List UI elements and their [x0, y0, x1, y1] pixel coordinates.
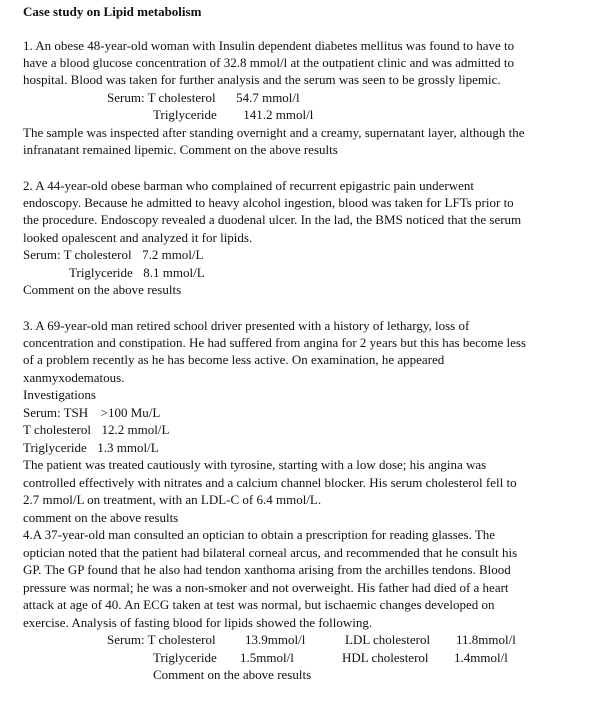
- case3-line: concentration and constipation. He had suffered from angina for 2 years but this has become less: [23, 335, 526, 350]
- case4-triglyceride-value: 1.5mmol/l: [240, 650, 294, 665]
- triglyceride-name: Triglyceride: [69, 265, 133, 280]
- case1-line: The sample was inspected after standing overnight and a creamy, supernatant layer, although the: [23, 125, 525, 140]
- case2-line: looked opalescent and analyzed it for lipids.: [23, 230, 253, 245]
- cholesterol-value: 12.2 mmol/L: [101, 422, 170, 437]
- case3-tsh-row: [23, 404, 160, 421]
- case4-cholesterol-value: 13.9mmol/l: [245, 632, 306, 647]
- case4-lipid-row-1: [107, 631, 216, 648]
- case2-comment: Comment on the above results: [23, 282, 182, 297]
- page-title: Case study on Lipid metabolism: [23, 4, 202, 19]
- case3-line: The patient was treated cautiously with tyrosine, starting with a low dose; his angina was: [23, 457, 487, 472]
- case3-cholesterol-row: [23, 421, 169, 438]
- case4-hdl-value: 1.4mmol/l: [454, 650, 508, 665]
- cholesterol-name: T cholesterol: [147, 632, 216, 647]
- case4-ldl-name: LDL cholesterol: [345, 632, 431, 647]
- case1-line: have a blood glucose concentration of 32.8 mmol/l at the outpatient clinic and was admitted to: [23, 55, 514, 70]
- case1-line: 1. An obese 48-year-old woman with Insulin dependent diabetes mellitus was found to have to: [23, 38, 515, 53]
- case4-triglyceride-name: Triglyceride: [153, 650, 217, 665]
- case3-line: of a problem recently as he has become less active. On examination, he appeared: [23, 352, 445, 367]
- case3-comment: comment on the above results: [23, 510, 179, 525]
- case2-line: endoscopy. Because he admitted to heavy alcohol ingestion, blood was taken for LFTs prior to: [23, 195, 514, 210]
- case4-line: optician noted that the patient had bilateral corneal arcus, and recommended that he consult his: [23, 545, 518, 560]
- triglyceride-name: Triglyceride: [23, 440, 87, 455]
- case4-line: GP. The GP found that he also had tendon xanthoma arising from the archilles tendons. Blood: [23, 562, 511, 577]
- case2-cholesterol-row: [23, 246, 203, 263]
- serum-label: Serum:: [107, 90, 145, 105]
- case4-line: exercise. Analysis of fasting blood for lipids showed the following.: [23, 615, 373, 630]
- cholesterol-value: 7.2 mmol/L: [142, 247, 204, 262]
- case3-investigations: Investigations: [23, 387, 96, 402]
- case3-triglyceride-row: [23, 439, 159, 456]
- tsh-value: >100 Mu/L: [100, 405, 161, 420]
- cholesterol-name: T cholesterol: [63, 247, 132, 262]
- case4-line: pressure was normal; he was a non-smoker and not overweight. His father had died of a heart: [23, 580, 509, 595]
- case3-line: 2.7 mmol/L on treatment, with an LDL-C of 6.4 mmol/L.: [23, 492, 322, 507]
- case4-line: attack at age of 40. An ECG taken at test was normal, but ischaemic changes developed on: [23, 597, 495, 612]
- case3-line: 3. A 69-year-old man retired school driver presented with a history of lethargy, loss of: [23, 318, 470, 333]
- serum-label: Serum:: [107, 632, 145, 647]
- tsh-label: Serum: TSH: [23, 405, 89, 420]
- case4-hdl-name: HDL cholesterol: [342, 650, 429, 665]
- case4-line: 4.A 37-year-old man consulted an optician to obtain a prescription for reading glasses. The: [23, 527, 496, 542]
- triglyceride-name: Triglyceride: [153, 107, 217, 122]
- case1-triglyceride-row: [153, 106, 313, 123]
- case4-ldl-value: 11.8mmol/l: [456, 632, 516, 647]
- cholesterol-name: T cholesterol: [23, 422, 91, 437]
- case1-cholesterol-row: [107, 89, 300, 106]
- triglyceride-value: 141.2 mmol/l: [243, 107, 314, 122]
- cholesterol-value: 54.7 mmol/l: [236, 90, 300, 105]
- case3-line: controlled effectively with nitrates and a calcium channel blocker. His serum cholesterol fell to: [23, 475, 517, 490]
- case1-line: hospital. Blood was taken for further analysis and the serum was seen to be grossly lipemic.: [23, 72, 501, 87]
- case2-line: the procedure. Endoscopy revealed a duodenal ulcer. In the lad, the BMS noticed that the serum: [23, 212, 522, 227]
- cholesterol-name: T cholesterol: [147, 90, 216, 105]
- case4-comment: Comment on the above results: [153, 667, 312, 682]
- case2-line: 2. A 44-year-old obese barman who complained of recurrent epigastric pain underwent: [23, 178, 474, 193]
- case3-line: xanmyxodematous.: [23, 370, 125, 385]
- triglyceride-value: 1.3 mmol/L: [97, 440, 159, 455]
- triglyceride-value: 8.1 mmol/L: [143, 265, 205, 280]
- case1-line: infranatant remained lipemic. Comment on the above results: [23, 142, 338, 157]
- serum-label: Serum:: [23, 247, 61, 262]
- case2-triglyceride-row: [69, 264, 205, 281]
